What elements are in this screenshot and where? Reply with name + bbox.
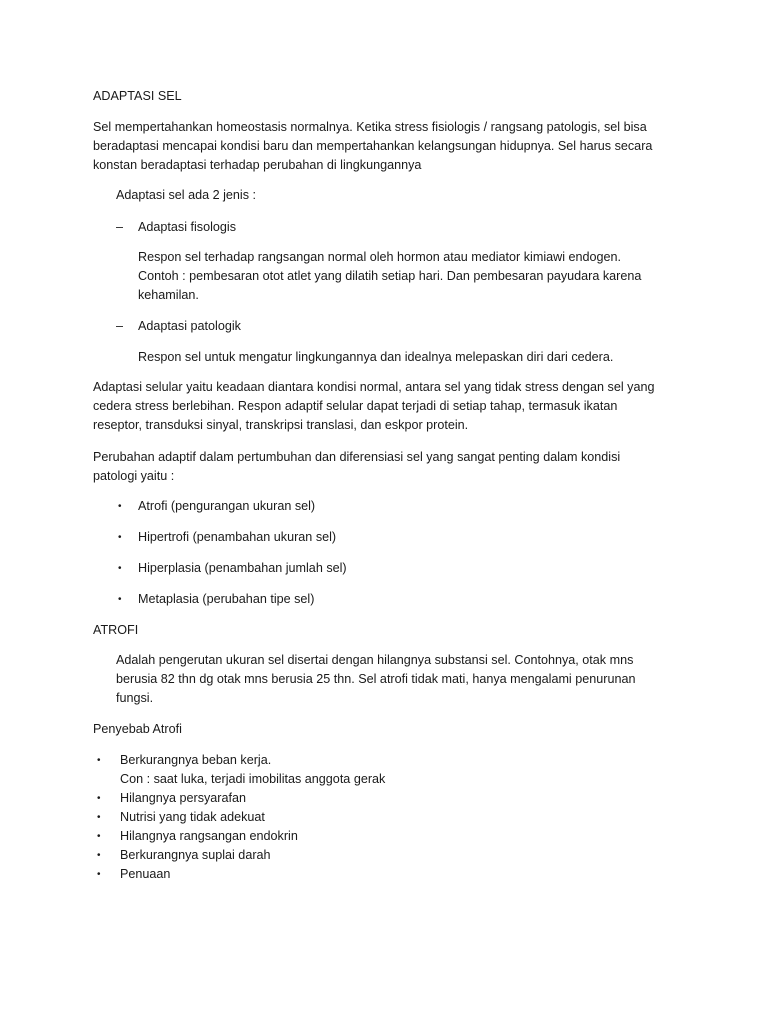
cause-item: Penuaan — [120, 867, 171, 881]
dash-marker: – — [116, 319, 124, 333]
changes-intro-line-1: Perubahan adaptif dalam pertumbuhan dan diferensiasi sel yang sangat penting dalam kondisi — [93, 450, 621, 464]
cause-sub-item: Con : saat luka, terjadi imobilitas anggota gerak — [120, 772, 386, 786]
cause-item: Hilangnya persyarafan — [120, 791, 247, 805]
intro-line-1: Sel mempertahankan homeostasis normalnya. Ketika stress fisiologis / rangsang patologis, sel bisa — [93, 120, 647, 134]
changes-intro-line-2: patologi yaitu : — [93, 469, 175, 483]
change-item: Atrofi (pengurangan ukuran sel) — [138, 499, 316, 513]
bullet-icon: • — [97, 755, 101, 766]
bullet-icon: • — [118, 594, 122, 605]
atrofi-heading: ATROFI — [93, 623, 139, 637]
atrofi-def-line: Adalah pengerutan ukuran sel disertai dengan hilangnya substansi sel. Contohnya, otak mns — [116, 653, 634, 667]
bullet-icon: • — [97, 869, 101, 880]
cause-item: Berkurangnya suplai darah — [120, 848, 271, 862]
bullet-icon: • — [118, 532, 122, 543]
bullet-icon: • — [97, 812, 101, 823]
doc-title: ADAPTASI SEL — [93, 89, 182, 103]
cellular-line-3: reseptor, transduksi sinyal, transkripsi translasi, dan eskpor protein. — [93, 418, 469, 432]
cause-heading: Penyebab Atrofi — [93, 722, 182, 736]
type-name-patologik: Adaptasi patologik — [138, 319, 241, 333]
change-item: Hiperplasia (penambahan jumlah sel) — [138, 561, 347, 575]
types-intro: Adaptasi sel ada 2 jenis : — [116, 188, 257, 202]
intro-line-3: konstan beradaptasi terhadap perubahan di lingkungannya — [93, 158, 422, 172]
atrofi-def-line: fungsi. — [116, 691, 154, 705]
bullet-icon: • — [97, 831, 101, 842]
cause-item: Hilangnya rangsangan endokrin — [120, 829, 298, 843]
change-item: Metaplasia (perubahan tipe sel) — [138, 592, 315, 606]
bullet-icon: • — [118, 563, 122, 574]
type-desc-line: Respon sel untuk mengatur lingkungannya dan idealnya melepaskan diri dari cedera. — [138, 350, 614, 364]
bullet-icon: • — [118, 501, 122, 512]
cause-item: Nutrisi yang tidak adekuat — [120, 810, 265, 824]
atrofi-def-line: berusia 82 thn dg otak mns berusia 25 thn. Sel atrofi tidak mati, hanya mengalami penurunan — [116, 672, 636, 686]
type-desc-line: kehamilan. — [138, 288, 199, 302]
dash-marker: – — [116, 220, 124, 234]
intro-line-2: beradaptasi mencapai kondisi baru dan mempertahankan kelangsungan hidupnya. Sel harus secara — [93, 139, 653, 153]
cellular-line-2: cedera stress berlebihan. Respon adaptif selular dapat terjadi di setiap tahap, termasuk ikatan — [93, 399, 618, 413]
cause-item: Berkurangnya beban kerja. — [120, 753, 272, 767]
type-desc-line: Respon sel terhadap rangsangan normal oleh hormon atau mediator kimiawi endogen. — [138, 250, 622, 264]
type-name-fisiologis: Adaptasi fisologis — [138, 220, 237, 234]
bullet-icon: • — [97, 850, 101, 861]
type-desc-line: Contoh : pembesaran otot atlet yang dilatih setiap hari. Dan pembesaran payudara karena — [138, 269, 642, 283]
bullet-icon: • — [97, 793, 101, 804]
cellular-line-1: Adaptasi selular yaitu keadaan diantara kondisi normal, antara sel yang tidak stress dengan sel yang — [93, 380, 655, 394]
change-item: Hipertrofi (penambahan ukuran sel) — [138, 530, 337, 544]
